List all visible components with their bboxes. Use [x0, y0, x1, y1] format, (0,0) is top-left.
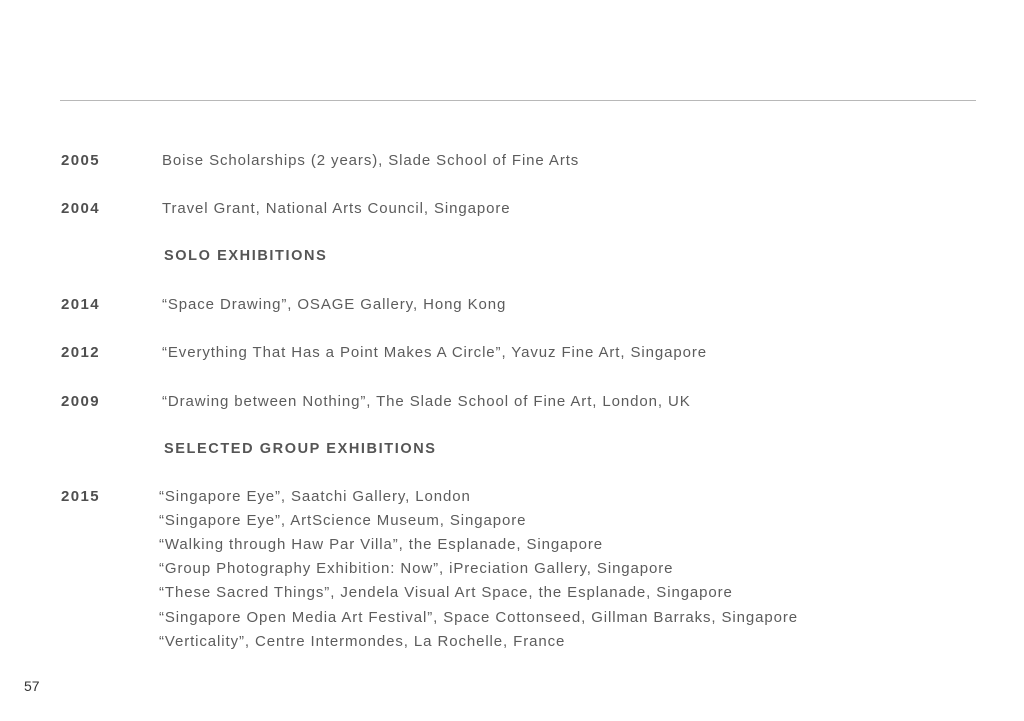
group-exhibition-row [0, 487, 1024, 507]
solo-exhibition-row [0, 392, 1024, 412]
group-exhibition-row [0, 608, 1024, 628]
exhibition-year: 2014 [61, 296, 100, 313]
group-exhibition-row [0, 583, 1024, 603]
exhibition-text: “These Sacred Things”, Jendela Visual Art Space, the Esplanade, Singapore [159, 584, 733, 601]
exhibition-text: “Drawing between Nothing”, The Slade School of Fine Art, London, UK [162, 393, 691, 410]
group-exhibition-row [0, 535, 1024, 555]
award-year: 2004 [61, 200, 100, 217]
exhibition-year: 2015 [61, 488, 100, 505]
exhibition-text: “Singapore Eye”, Saatchi Gallery, London [159, 488, 471, 505]
exhibition-year: 2012 [61, 344, 100, 361]
award-text: Travel Grant, National Arts Council, Singapore [162, 200, 511, 217]
group-exhibition-row [0, 632, 1024, 652]
award-row [0, 151, 1024, 171]
group-exhibition-row [0, 559, 1024, 579]
award-row [0, 199, 1024, 219]
group-exhibition-row [0, 511, 1024, 531]
exhibition-year: 2009 [61, 393, 100, 410]
exhibition-text: “Singapore Open Media Art Festival”, Space Cottonseed, Gillman Barraks, Singapore [159, 609, 799, 626]
solo-exhibition-row [0, 343, 1024, 363]
exhibition-text: “Singapore Eye”, ArtScience Museum, Singapore [159, 512, 527, 529]
exhibition-text: “Space Drawing”, OSAGE Gallery, Hong Kong [162, 296, 507, 313]
award-text: Boise Scholarships (2 years), Slade School of Fine Arts [162, 152, 580, 169]
page-number: 57 [24, 678, 40, 694]
solo-exhibitions-heading: SOLO EXHIBITIONS [164, 248, 328, 264]
header-rule [60, 100, 976, 101]
group-exhibitions-heading: SELECTED GROUP EXHIBITIONS [164, 441, 437, 457]
exhibition-text: “Verticality”, Centre Intermondes, La Rochelle, France [159, 633, 566, 650]
solo-exhibition-row [0, 295, 1024, 315]
exhibition-text: “Everything That Has a Point Makes A Circle”, Yavuz Fine Art, Singapore [162, 344, 707, 361]
exhibition-text: “Group Photography Exhibition: Now”, iPreciation Gallery, Singapore [159, 560, 674, 577]
award-year: 2005 [61, 152, 100, 169]
exhibition-text: “Walking through Haw Par Villa”, the Esplanade, Singapore [159, 536, 604, 553]
